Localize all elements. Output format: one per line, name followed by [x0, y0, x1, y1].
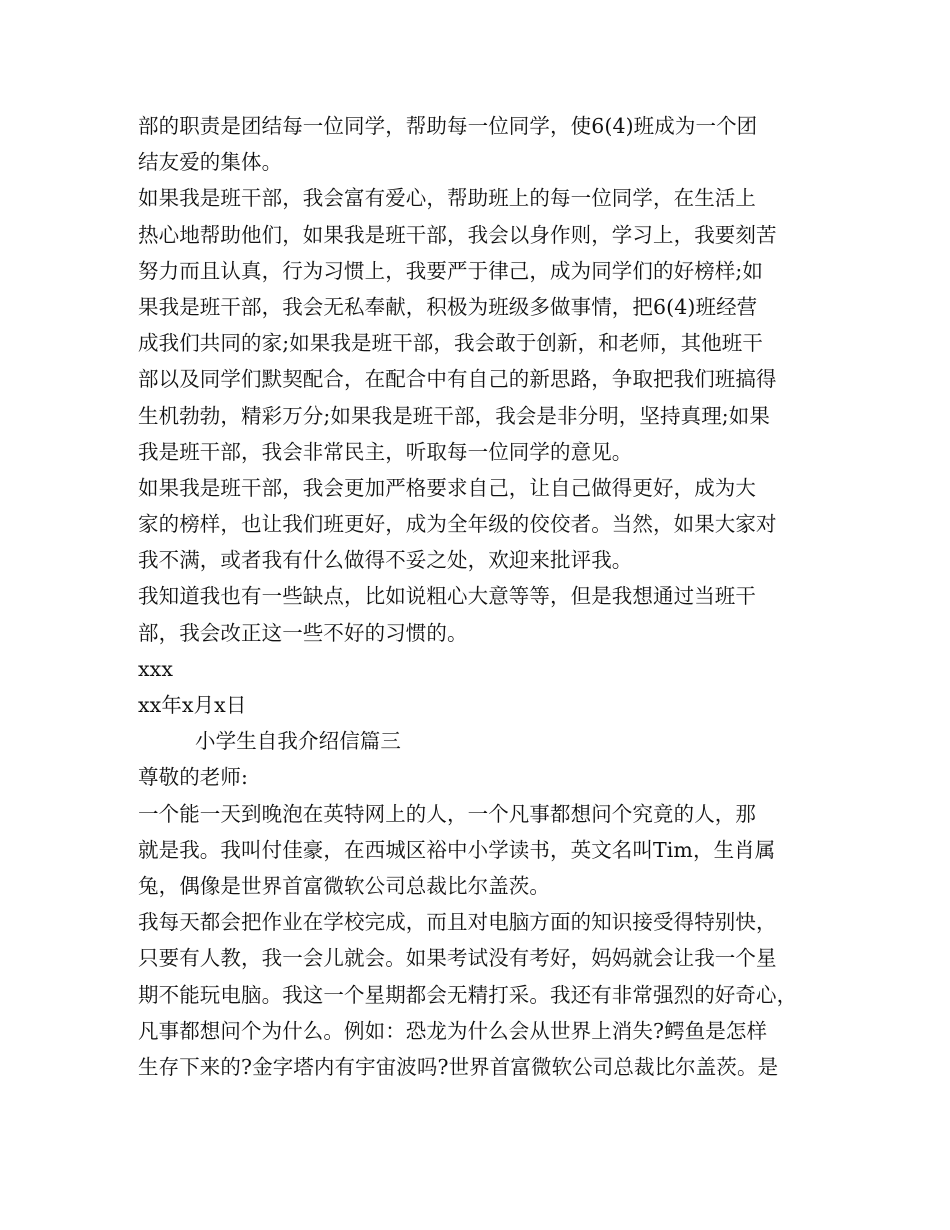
text-line: 生存下来的?金字塔内有宇宙波吗?世界首富微软公司总裁比尔盖茨。是: [138, 1054, 779, 1079]
text-line: 我知道我也有一些缺点，比如说粗心大意等等，但是我想通过当班干: [138, 584, 756, 609]
text-line: 凡事都想问个为什么。例如：恐龙为什么会从世界上消失?鳄鱼是怎样: [138, 1018, 768, 1043]
text-line: 结友爱的集体。: [138, 150, 283, 175]
text-line: 努力而且认真，行为习惯上，我要严于律己，成为同学们的好榜样;如: [138, 258, 764, 283]
signature-name: xxx: [138, 656, 173, 681]
text-line: 部的职责是团结每一位同学，帮助每一位同学，使6(4)班成为一个团: [138, 114, 758, 138]
text-line: 期不能玩电脑。我这一个星期都会无精打采。我还有非常强烈的好奇心，: [138, 982, 798, 1007]
text-line: 兔，偶像是世界首富微软公司总裁比尔盖茨。: [138, 873, 550, 898]
section-title: 小学生自我介绍信篇三: [195, 729, 401, 754]
text-line: 如果我是班干部，我会富有爱心，帮助班上的每一位同学，在生活上: [138, 186, 756, 211]
text-line: 我不满，或者我有什么做得不妥之处，欢迎来批评我。: [138, 548, 633, 573]
text-line: 如果我是班干部，我会更加严格要求自己，让自己做得更好，成为大: [138, 475, 756, 500]
text-line: 部，我会改正这一些不好的习惯的。: [138, 620, 468, 645]
text-line: 成我们共同的家;如果我是班干部，我会敢于创新，和老师，其他班干: [138, 331, 764, 356]
text-line: 家的榜样，也让我们班更好，成为全年级的佼佼者。当然，如果大家对: [138, 512, 777, 537]
text-line: 部以及同学们默契配合，在配合中有自己的新思路，争取把我们班搞得: [138, 367, 777, 392]
text-line: 我是班干部，我会非常民主，听取每一位同学的意见。: [138, 439, 633, 464]
document-body: [138, 108, 818, 1085]
text-line: 只要有人教，我一会儿就会。如果考试没有考好，妈妈就会让我一个星: [138, 946, 777, 971]
salutation: 尊敬的老师:: [138, 765, 249, 790]
signature-date: xx年x月x日: [138, 693, 247, 717]
text-line: 就是我。我叫付佳豪，在西城区裕中小学读书，英文名叫Tim，生肖属: [138, 837, 776, 862]
text-line: 热心地帮助他们，如果我是班干部，我会以身作则，学习上，我要刻苦: [138, 222, 777, 247]
text-line: 我每天都会把作业在学校完成，而且对电脑方面的知识接受得特别快，: [138, 910, 777, 935]
text-line: 一个能一天到晚泡在英特网上的人，一个凡事都想问个究竟的人，那: [138, 801, 756, 826]
text-line: 生机勃勃，精彩万分;如果我是班干部，我会是非分明，坚持真理;如果: [138, 403, 771, 428]
text-line: 果我是班干部，我会无私奉献，积极为班级多做事情，把6(4)班经营: [138, 294, 758, 319]
